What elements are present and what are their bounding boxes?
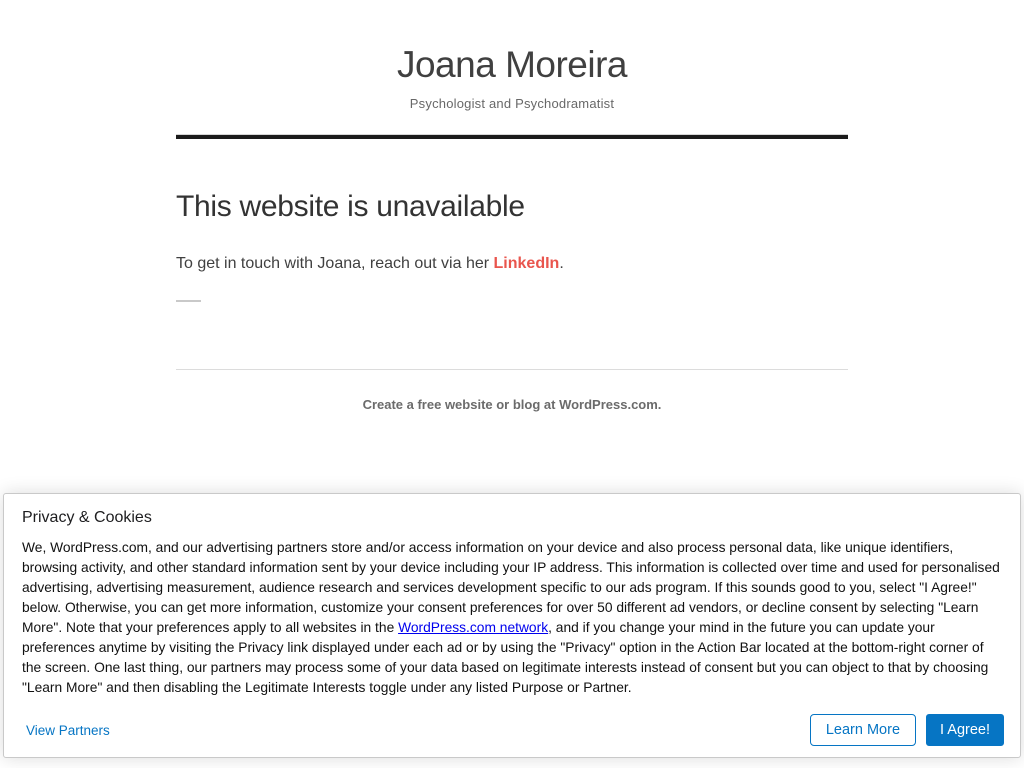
linkedin-link[interactable]: LinkedIn xyxy=(493,254,560,272)
contact-text-after: . xyxy=(559,254,564,272)
site-footer xyxy=(176,396,848,414)
cookie-body-after-link: , and if you change your mind in the future you can update your preferences anytime by visiting the Privacy link displayed under each ad or by using the "Privacy" option in the Action Bar located at the bottom-right corner of the screen. One last thing, our partners may process some of your data based on legitimate interests instead of consent but you can object to that by choosing "Learn More" and then disabling the Legitimate Interests toggle under any listed Purpose or Partner. xyxy=(22,620,989,695)
view-partners-link[interactable]: View Partners xyxy=(26,722,110,738)
contact-text-before: To get in touch with Joana, reach out via her xyxy=(176,254,494,272)
header-rule xyxy=(176,134,848,139)
cookie-banner-body xyxy=(22,538,1004,698)
cookie-consent-banner xyxy=(3,493,1021,758)
entry-divider xyxy=(176,300,201,302)
wordpress-credit-link[interactable]: Create a free website or blog at WordPress.com. xyxy=(362,396,662,412)
page-title: This website is unavailable xyxy=(176,189,525,223)
agree-button[interactable]: I Agree! xyxy=(926,714,1004,746)
contact-paragraph xyxy=(176,255,848,273)
learn-more-button[interactable]: Learn More xyxy=(810,714,916,746)
cookie-buttons-group xyxy=(810,714,1004,746)
cookie-body-before-link: We, WordPress.com, and our advertising partners store and/or access information on your device and also process personal data, like unique identifiers, browsing activity, and other standard information sent by your device including your IP address. This information is collected over time and used for personalised advertising, advertising measurement, audience research and services development specific to our ads program. If this sounds good to you, select "I Agree!" below. Otherwise, you can get more information, customize your consent preferences for over 50 different ad vendors, or decline consent by selecting "Learn More". Note that your preferences apply to all websites in the xyxy=(22,540,1000,635)
cookie-actions-row xyxy=(22,714,1004,746)
main-content xyxy=(176,190,848,370)
site-header xyxy=(176,0,848,139)
content-bottom-divider xyxy=(176,369,848,370)
site-tagline: Psychologist and Psychodramatist xyxy=(409,95,615,111)
site-column xyxy=(176,0,848,414)
wordpress-network-link[interactable]: WordPress.com network xyxy=(398,620,549,635)
site-title-link[interactable]: Joana Moreira xyxy=(396,44,627,85)
cookie-banner-title: Privacy & Cookies xyxy=(22,509,152,526)
